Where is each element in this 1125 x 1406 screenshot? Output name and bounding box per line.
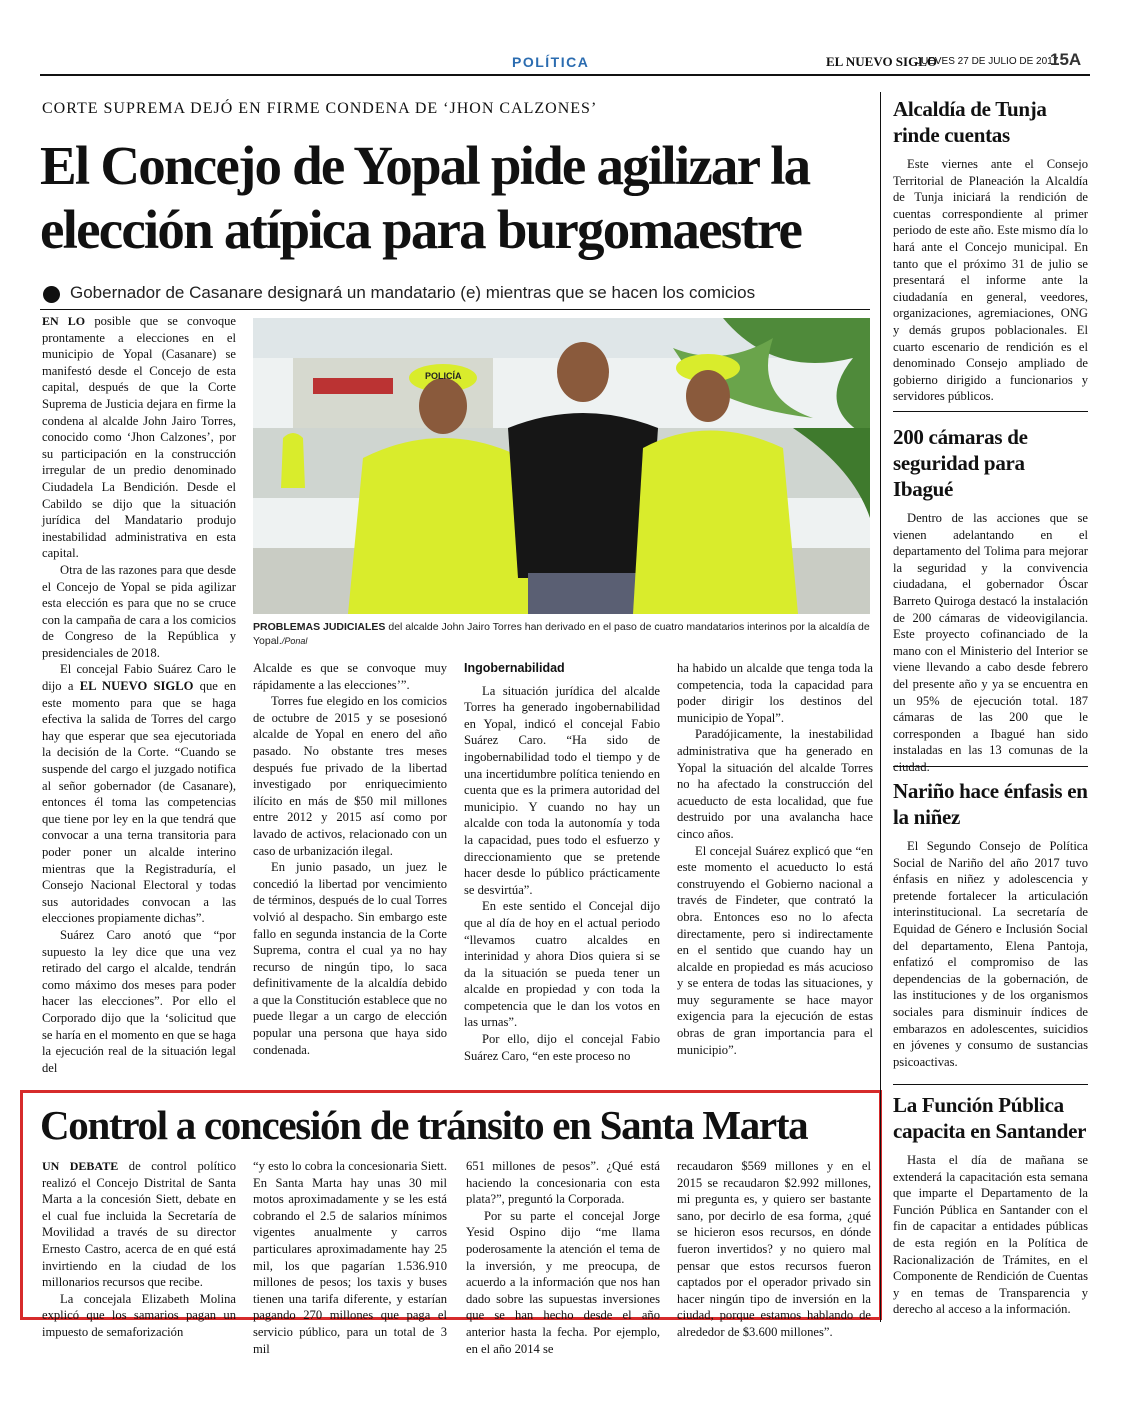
paragraph: En este sentido el Concejal dijo que al día de hoy en el actual periodo “llevamos cuatro alcaldes en interinidad y ahora Dios quiera si se da la situación se pueda tener un alcalde en propiedad y con toda la competencia que le dan los votos en las urnas”. [464, 899, 660, 1030]
paragraph: Por ello, dijo el concejal Fabio Suárez Caro, “en este proceso no [464, 1032, 660, 1063]
paragraph: ha habido un alcalde que tenga toda la competencia, toda la capacidad para poder dirigir los destinos del municipio de Yopal”. [677, 661, 873, 725]
section-label: POLÍTICA [512, 54, 590, 70]
brief-narino [893, 778, 1088, 1070]
paragraph: El concejal Suárez explicó que “en este momento el acueducto lo está construyendo el Gobierno nacional a través de Findeter, que contrató la obra. Entonces eso no lo afecta directamente, pero si indirectamente en el sentido que cuando hay un alcalde en propiedad es más acucioso y se entera de todas las situaciones, y muy seguramente se hace mayor exigencia para la ejecución de estas obras de gran importancia para el municipio”. [677, 843, 873, 1057]
paragraph: Por su parte el concejal Jorge Yesid Ospino dijo “me llama poderosamente la atención el tema de la inversión, y me preocupa, de acuerdo a la información que nos han dado sobre las supuestas inversiones que se han hecho desde el año anterior hasta la fecha. Por ejemplo, en el año 2014 se [466, 1208, 660, 1356]
paragraph: 651 millones de pesos”. ¿Qué está haciendo la concesionaria con esta plata?”, preguntó la Corporada. [466, 1159, 660, 1207]
second-column-1: UN DEBATE de control político realizó el Concejo Distrital de Santa Marta a la concesión Siett, debate en el cual fue incluida la Secretaría de Movilidad a través de su director Ernesto Castro, acerca de en qué está invirtiendo en la ciudad de los millonarios recursos que recibe. La concejala Elizabeth Molina explicó que los samarios pagan un impuesto de semaforización [42, 1159, 236, 1339]
paragraph: Alcalde es que se convoque muy rápidamente a las elecciones’”. [253, 661, 447, 692]
paragraph: Suárez Caro anotó que “por supuesto la ley dice que una vez retirado del cargo el alcalde, tendrán como máximo dos meses para poder hacer las elecciones”. Por ello el Corporado dijo que la ‘solicitud que se haría en el momento en que se haga la ejecución real de la situación legal del [42, 927, 236, 1075]
paragraph: Torres fue elegido en los comicios de octubre de 2015 y se posesionó alcalde de Yopal en enero del año pasado. No obstante tres meses después fue privado de la libertad investigado por enriquecimiento ilícito en más de $50 mil millones entre 2012 y 2015 así como por lavado de activos, relacionado con un caso de urbanización ilegal. [253, 694, 447, 858]
brief-title: La Función Pública capacita en Santander [893, 1093, 1087, 1143]
paragraph: Otra de las razones para que desde el Concejo de Yopal se pida agilizar esta elección es para que no se cruce con la campaña de cara a los comicios de Congreso de la República y presidenciales de 2018. [42, 562, 236, 660]
second-headline: Control a concesión de tránsito en Santa Marta [40, 1102, 808, 1148]
news-photo [253, 318, 870, 614]
vest-label: POLICÍA [425, 371, 462, 381]
paragraph: “y esto lo cobra la concesionaria Siett. En Santa Marta hay unas 30 mil motos aproximadamente y se les está cobrando el 2.5 de salarios mínimos vigentes anualmente y carros particulares aproximadamente hay 25 mil, los que pagarían 1.536.910 millones de pesos; los taxis y buses tienen una tarifa diferente, y estarían pagando 270 millones que paga el servicio público, para un total de 3 mil [253, 1159, 447, 1356]
second-column-2 [253, 1158, 447, 1356]
paper-mention: EL NUEVO SIGLO [79, 679, 194, 694]
second-column-3 [466, 1158, 660, 1356]
brief-title: Nariño hace énfasis en la niñez [893, 779, 1088, 829]
deck-rule [40, 309, 870, 310]
paper-name: EL NUEVO SIGLO [826, 54, 937, 69]
header-rule [40, 74, 1090, 76]
main-column-4 [677, 660, 873, 1070]
page-date: JUEVES 27 DE JULIO DE 2017 [916, 56, 1059, 67]
headline-line-2: elección atípica para burgomaestre [40, 199, 802, 260]
brief-ibague [893, 424, 1088, 776]
brief-santander [893, 1092, 1088, 1318]
brief-title: 200 cámaras de seguridad para Ibagué [893, 425, 1028, 501]
kicker: CORTE SUPREMA DEJÓ EN FIRME CONDENA DE ‘JHON CALZONES’ [42, 100, 598, 117]
main-column-1 [42, 313, 236, 1073]
bullet-icon [43, 286, 60, 303]
headline-line-1: El Concejo de Yopal pide agilizar la [40, 135, 810, 196]
page-number: 15A [1050, 50, 1082, 69]
deck: Gobernador de Casanare designará un mandatario (e) mientras que se hacen los comicios [70, 283, 756, 302]
lead-in: UN DEBATE [42, 1159, 119, 1173]
paragraph: El concejal Fabio Suárez Caro le dijo a EL NUEVO SIGLO que en este momento para que se haga efectiva la salida de Torres del cargo hay que esperar que sea ejecutoriada la decisión de la Corte. “Cuando se suspende del cargo el juzgado notifica al señor gobernador (de Casanare), entonces él toma las competencias que tiene por ley en la que tendrá que convocar a una terna transitoria para poder poner un alcalde interino mientras que la Registraduría, el Consejo Nacional Electoral y todas sus autoridades convocan a las elecciones propiamente dichas”. [42, 662, 236, 926]
main-column-2 [253, 660, 447, 1070]
photo-caption: PROBLEMAS JUDICIALES del alcalde John Jairo Torres han derivado en el paso de cuatro mandatarios interinos por la alcaldía de Yopal./Ponal [253, 621, 870, 647]
paragraph: Paradójicamente, la inestabilidad administrativa que ha generado en Yopal la situación del alcalde Torres no ha afectado la construcción del acueducto de esta localidad, que fue destruido por una avalancha hace cinco años. [677, 727, 873, 841]
subheading: Ingobernabilidad [464, 661, 565, 675]
sidebar-divider [880, 92, 881, 1322]
brief-text: Hasta el día de mañana se extenderá la capacitación esta semana que imparte el Departamento de la Función Pública en Santander con el fin de capacitar a entidades públicas de esta región en la Política de Racionalización de Trámites, en el Componente de Rendición de Cuentas y en temas de Transparencia y derecho al acceso a la información. [893, 1153, 1088, 1317]
lead-in: EN LO [42, 314, 86, 328]
paragraph: posible que se convoque prontamente a elecciones en el municipio de Yopal (Casanare) se manifestó desde el Concejo de esta capital, después de que la Corte Suprema de Justicia dejara en firme la condena al alcalde John Jairo Torres, conocido como ‘Jhon Calzones’, por su participación en la construcción irregular de un predio denominado Ciudadela La Bendición. Desde el Cabildo se dijo que la situación jurídica del Mandatario produjo inestabilidad administrativa en esta capital. [42, 314, 237, 561]
photo-credit: /Ponal [281, 636, 308, 646]
paragraph: La concejala Elizabeth Molina explicó que los samarios pagan un impuesto de semaforización [42, 1291, 236, 1339]
paragraph: recaudaron $569 millones y en el 2015 se recaudaron $2.992 millones, mi pregunta es, y quiero ser bastante sano, por decirlo de esa forma, ¿qué se hicieron esos recursos, en dónde fueron invertidos? y no quiero mal pensar que estos recursos fueron captados por el operador privado sin hacer ningún tipo de inversión en la ciudad, porque estamos hablando de alrededor de $3.600 millones”. [677, 1159, 871, 1339]
brief-divider [893, 766, 1088, 767]
main-column-3 [464, 660, 660, 1070]
paragraph: En junio pasado, un juez le concedió la libertad por vencimiento de términos, después de lo cual Torres volvió al despacho. Sin embargo este fallo en segunda instancia de la Corte Suprema, contra el cual ya no hay recurso de ningún tipo, lo saca definitivamente de la alcaldía debido a que la Constitución establece que no puede llegar a un cargo de elección popular una persona que haya sido condenada. [253, 860, 447, 1057]
brief-text: Dentro de las acciones que se vienen adelantando en el departamento del Tolima para mejorar la seguridad y la convivencia ciudadana, el gobernador Óscar Barreto Quiroga destacó la instalación de 200 cámaras de videovigilancia. Este proyecto cofinanciado de la mano con el Ministerio del Interior se viene llevando a cabo desde febrero del presente año y ya se encuentra en un 95% de ejecución total. 187 cámaras de las 200 que le corresponden a Ibagué han sido instaladas en las 13 comunas de la [893, 511, 1088, 758]
brief-tunja [893, 96, 1088, 405]
brief-divider [893, 411, 1088, 412]
brief-divider [893, 1084, 1088, 1085]
photo-illustration [253, 318, 870, 614]
brief-text: Este viernes ante el Consejo Territorial de Planeación la Alcaldía de Tunja iniciará la rendición de cuentas correspondiente al primer periodo de este año. Este mismo día lo hará ante el Concejo municipal. En tanto que el próximo 31 de julio se presentará el informe ante la ciudadanía en general, veedores, organizaciones, agremiaciones, ONG y demás grupos poblacionales. El cuarto escenario de rendición es el denominado Consejo ampliado de gobierno dirigido a funcionarios y servidores públicos. [893, 157, 1088, 404]
brief-text: El Segundo Consejo de Política Social de Nariño del año 2017 tuvo énfasis en niñez y adolescencia y pretende fortalecer la articulación interinstitucional. La secretaría de Equidad de Género e Inclusión Social del departamento, Elena Pantoja, enfatizó el compromiso de las dependencias de la gobernación, de las instituciones y de los organismos sociales para disminuir índices de embarazos en adolescentes, suicidios en jóvenes y consumo de sustancias psicoactivas. [893, 839, 1088, 1069]
caption-lead: PROBLEMAS JUDICIALES [253, 621, 386, 633]
headline [40, 134, 880, 262]
second-column-4 [677, 1158, 871, 1339]
brief-title: Alcaldía de Tunja rinde cuentas [893, 97, 1047, 147]
paragraph: La situación jurídica del alcalde Torres ha generado ingobernabilidad en Yopal, indicó el concejal Fabio Suárez Caro. “Ha sido de ingobernabilidad todo el tiempo y de una incertidumbre política teniendo en cuenta que es la primera autoridad del municipio. Y cuando no hay un alcalde con toda la autonomía y toda la capacidad, pues todo el esfuerzo y direccionamiento que se pretende hacer desde lo público prácticamente se desvirtúa”. [464, 683, 660, 897]
